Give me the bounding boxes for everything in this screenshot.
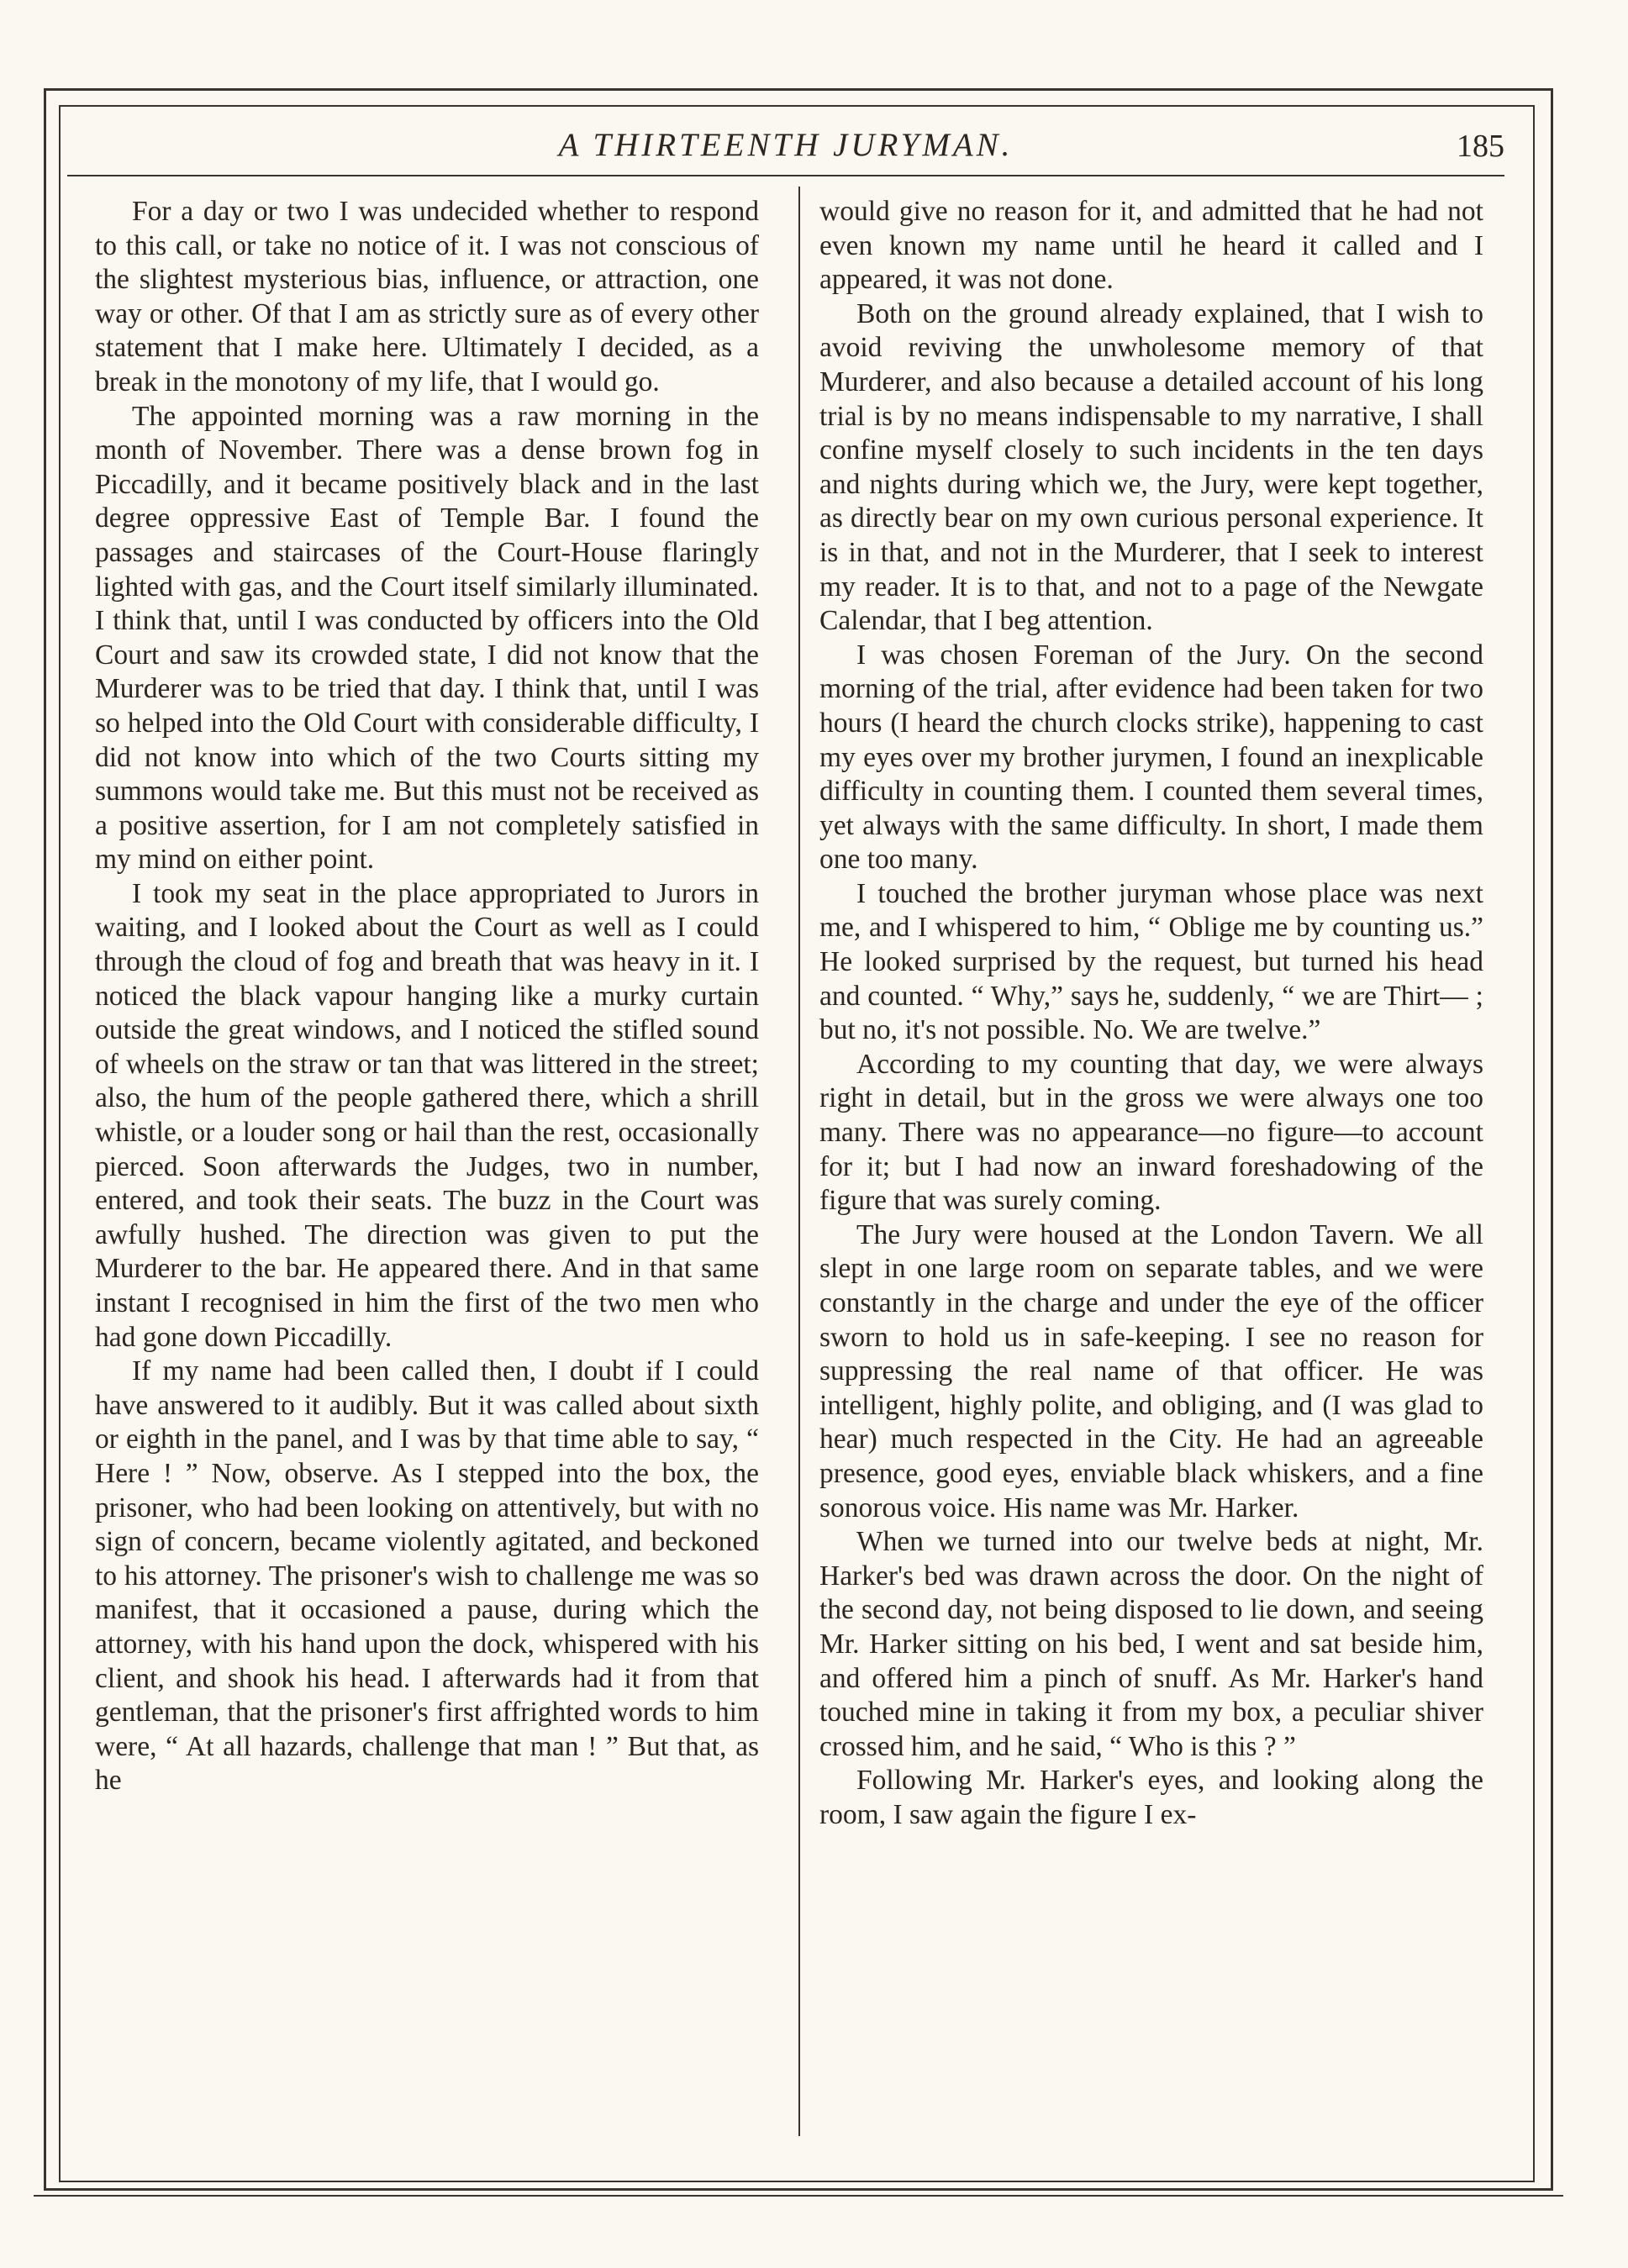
- column-divider: [798, 187, 800, 2136]
- paragraph: I was chosen Foreman of the Jury. On the second morning of the trial, after evidence had been taken for two hours (I heard the church clocks strike), happening to cast my eyes over my brother jurymen, I found an inexplicable difficulty in counting them. I counted them several times, yet always with the same difficulty. In short, I made them one too many.: [819, 639, 1483, 876]
- paragraph: The appointed morning was a raw morning in the month of November. There was a dense brown fog in Piccadilly, and it became positively black and in the last degree oppressive East of Temple Bar. I found the passages and staircases of the Court-House flaringly lighted with gas, and the Court itself similarly illuminated. I think that, until I was conducted by officers into the Old Court and saw its crowded state, I did not know that the Murderer was to be tried that day. I think that, until I was so helped into the Old Court with considerable difficulty, I did not know into which of the two Courts sitting my summons would take me. But this must not be received as a positive assertion, for I am not completely satisfied in my mind on either point.: [95, 400, 759, 876]
- paragraph: Following Mr. Harker's eyes, and looking along the room, I saw again the figure I ex-: [819, 1765, 1483, 1830]
- left-column: [95, 195, 759, 2153]
- paragraph: When we turned into our twelve beds at night, Mr. Harker's bed was drawn across the door. On the night of the second day, not being disposed to lie down, and seeing Mr. Harker sitting on his bed, I went and sat beside him, and offered him a pinch of snuff. As Mr. Harker's hand touched mine in taking it from my box, a peculiar shiver crossed him, and he said, “ Who is this ? ”: [819, 1526, 1483, 1762]
- paragraph: If my name had been called then, I doubt if I could have answered to it audibly. But it was called about sixth or eighth in the panel, and I was by that time able to say, “ Here ! ” Now, observe. As I stepped into the box, the prisoner, who had been looking on attentively, but with no sign of concern, became violently agitated, and beckoned to his attorney. The prisoner's wish to challenge me was so manifest, that it occasioned a pause, during which the attorney, with his hand upon the dock, whispered with his client, and shook his head. I afterwards had it from that gentleman, that the prisoner's first affrighted words to him were, “ At all hazards, challenge that man ! ” But that, as he: [95, 1355, 759, 1797]
- paragraph: According to my counting that day, we were always right in detail, but in the gross we were always one too many. There was no appearance—no figure—to account for it; but I had now an inward foreshadowing of the figure that was surely coming.: [819, 1048, 1483, 1217]
- paragraph: For a day or two I was undecided whether to respond to this call, or take no notice of it. I was not conscious of the slightest mysterious bias, influence, or attraction, one way or other. Of that I am as strictly sure as of every other statement that I make here. Ultimately I decided, as a break in the monotony of my life, that I would go.: [95, 196, 759, 397]
- paragraph: Both on the ground already explained, that I wish to avoid reviving the unwholesome memory of that Murderer, and also because a detailed account of his long trial is by no means indispensable to my narrative, I shall confine myself closely to such incidents in the ten days and nights during which we, the Jury, were kept together, as directly bear on my own curious personal experience. It is in that, and not in the Murderer, that I seek to interest my reader. It is to that, and not to a page of the Newgate Calendar, that I beg attention.: [819, 297, 1483, 637]
- bottom-rule: [34, 2195, 1563, 2197]
- paragraph: The Jury were housed at the London Tavern. We all slept in one large room on separate tables, and we were constantly in the charge and under the eye of the officer sworn to hold us in safe-keeping. I see no reason for suppressing the real name of that officer. He was intelligent, highly polite, and obliging, and (I was glad to hear) much respected in the City. He had an agreeable presence, good eyes, enviable black whiskers, and a fine sonorous voice. His name was Mr. Harker.: [819, 1218, 1483, 1523]
- page-header: [67, 126, 1504, 173]
- page-number: 185: [1457, 129, 1504, 164]
- header-rule: [67, 175, 1504, 176]
- paragraph: would give no reason for it, and admitted that he had not even known my name until he heard it called and I appeared, it was not done.: [819, 196, 1483, 296]
- paragraph: I took my seat in the place appropriated to Jurors in waiting, and I looked about the Court as well as I could through the cloud of fog and breath that was heavy in it. I noticed the black vapour hanging like a murky curtain outside the great windows, and I noticed the stifled sound of wheels on the straw or tan that was littered in the street; also, the hum of the people gathered there, which a shrill whistle, or a louder song or hail than the rest, occasionally pierced. Soon afterwards the Judges, two in number, entered, and took their seats. The buzz in the Court was awfully hushed. The direction was given to put the Murderer to the bar. He appeared there. And in that same instant I recognised in him the first of the two men who had gone down Piccadilly.: [95, 877, 759, 1353]
- paragraph: I touched the brother juryman whose place was next me, and I whispered to him, “ Oblige me by counting us.” He looked surprised by the request, but turned his head and counted. “ Why,” says he, suddenly, “ we are Thirt— ; but no, it's not possible. No. We are twelve.”: [819, 877, 1483, 1046]
- running-title: A THIRTEENTH JURYMAN.: [558, 127, 1014, 163]
- right-column: [819, 195, 1483, 2153]
